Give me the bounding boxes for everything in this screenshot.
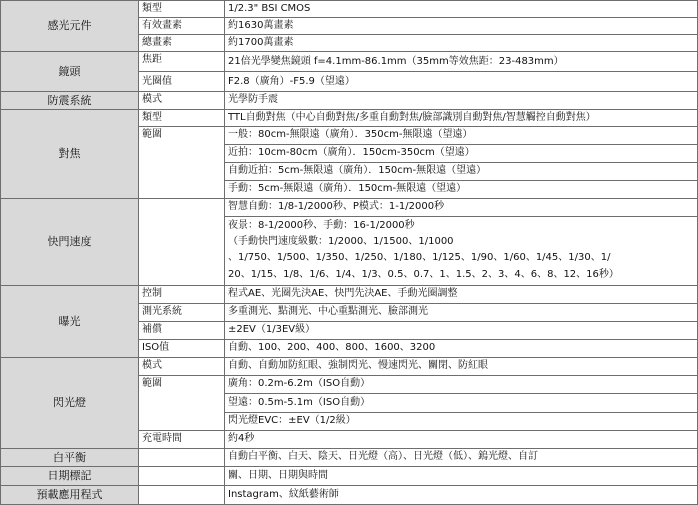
value-focus-auto-macro: 自動近拍：5cm-無限遠（廣角）．150cm-無限遠（望遠） — [225, 163, 698, 181]
label-metering: 測光系統 — [139, 304, 225, 322]
category-focus: 對焦 — [0, 110, 139, 199]
label-white-balance-empty — [139, 449, 225, 467]
value-flash-wide: 廣角：0.2m-6.2m（ISO自動） — [225, 376, 698, 394]
category-date-stamp: 日期標記 — [0, 467, 139, 486]
label-aperture: 光圈值 — [139, 72, 225, 92]
value-iso: 自動、100、200、400、800、1600、3200 — [225, 340, 698, 358]
category-white-balance: 白平衡 — [0, 449, 139, 467]
value-white-balance: 自動白平衡、白天、陰天、日光燈（高）、日光燈（低）、鎢光燈、自訂 — [225, 449, 698, 467]
value-flash-mode: 自動、自動加防紅眼、強制閃光、慢速閃光、關閉、防紅眼 — [225, 358, 698, 376]
value-sensor-type: 1/2.3" BSI CMOS — [225, 1, 698, 18]
category-exposure: 曝光 — [0, 286, 139, 358]
value-flash-charge: 約4秒 — [225, 431, 698, 449]
value-preloaded-apps: Instagram、紋紙藝術師 — [225, 486, 698, 505]
value-focus-type: TTL自動對焦（中心自動對焦/多重自動對焦/臉部識別自動對焦/智慧觸控自動對焦） — [225, 110, 698, 127]
label-iso: ISO值 — [139, 340, 225, 358]
shutter-line: 、1/750、1/500、1/350、1/250、1/180、1/125、1/90、1/60、1/45、1/30、1/ — [228, 252, 611, 264]
label-flash-charge: 充電時間 — [139, 431, 225, 449]
value-focus-manual: 手動：5cm-無限遠（廣角）．150cm-無限遠（望遠） — [225, 181, 698, 199]
value-date-stamp: 關、日期、日期與時間 — [225, 467, 698, 486]
label-focal-length: 焦距 — [139, 52, 225, 72]
category-sensor: 感光元件 — [0, 1, 139, 52]
category-stabilizer: 防震系統 — [0, 92, 139, 110]
label-stabilizer-mode: 模式 — [139, 92, 225, 110]
label-sensor-type: 類型 — [139, 1, 225, 18]
label-focus-type: 類型 — [139, 110, 225, 127]
value-focus-macro: 近拍：10cm-80cm（廣角）．150cm-350cm（望遠） — [225, 145, 698, 163]
label-date-stamp-empty — [139, 467, 225, 486]
value-shutter-manual — [225, 217, 698, 286]
shutter-line: 20、1/15、1/8、1/6、1/4、1/3、0.5、0.7、1、1.5、2、3、4、6、8、12、16秒） — [228, 268, 619, 280]
value-aperture: F2.8（廣角）-F5.9（望遠） — [225, 72, 698, 92]
value-stabilizer-mode: 光學防手震 — [225, 92, 698, 110]
label-flash-range: 範圍 — [139, 376, 225, 431]
value-focal-length: 21倍光學變焦鏡頭 f=4.1mm-86.1mm（35mm等效焦距：23-483mm） — [225, 52, 698, 72]
value-focus-normal: 一般：80cm-無限遠（廣角）．350cm-無限遠（望遠） — [225, 127, 698, 145]
label-shutter-empty — [139, 199, 225, 286]
label-effective-pixels: 有效畫素 — [139, 18, 225, 35]
value-flash-evc: 閃光燈EVC：±EV（1/2級） — [225, 413, 698, 431]
value-effective-pixels: 約1630萬畫素 — [225, 18, 698, 35]
category-flash: 閃光燈 — [0, 358, 139, 449]
shutter-line: （手動快門速度級數：1/2000、1/1500、1/1000 — [228, 236, 454, 248]
category-lens: 鏡頭 — [0, 52, 139, 92]
label-total-pixels: 總畫素 — [139, 35, 225, 52]
label-focus-range: 範圍 — [139, 127, 225, 199]
value-total-pixels: 約1700萬畫素 — [225, 35, 698, 52]
shutter-line: 夜景：8-1/2000秒、手動：16-1/2000秒 — [228, 220, 415, 231]
label-exposure-comp: 補償 — [139, 322, 225, 340]
value-metering: 多重測光、點測光、中心重點測光、臉部測光 — [225, 304, 698, 322]
category-preloaded-apps: 預載應用程式 — [0, 486, 139, 505]
label-exposure-control: 控制 — [139, 286, 225, 304]
category-shutter: 快門速度 — [0, 199, 139, 286]
value-exposure-control: 程式AE、光圈先決AE、快門先決AE、手動光圈調整 — [225, 286, 698, 304]
value-exposure-comp: ±2EV（1/3EV級） — [225, 322, 698, 340]
label-flash-mode: 模式 — [139, 358, 225, 376]
value-flash-tele: 望遠：0.5m-5.1m（ISO自動） — [225, 394, 698, 413]
value-shutter-auto: 智慧自動：1/8-1/2000秒、P模式：1-1/2000秒 — [225, 199, 698, 217]
label-preloaded-apps-empty — [139, 486, 225, 505]
